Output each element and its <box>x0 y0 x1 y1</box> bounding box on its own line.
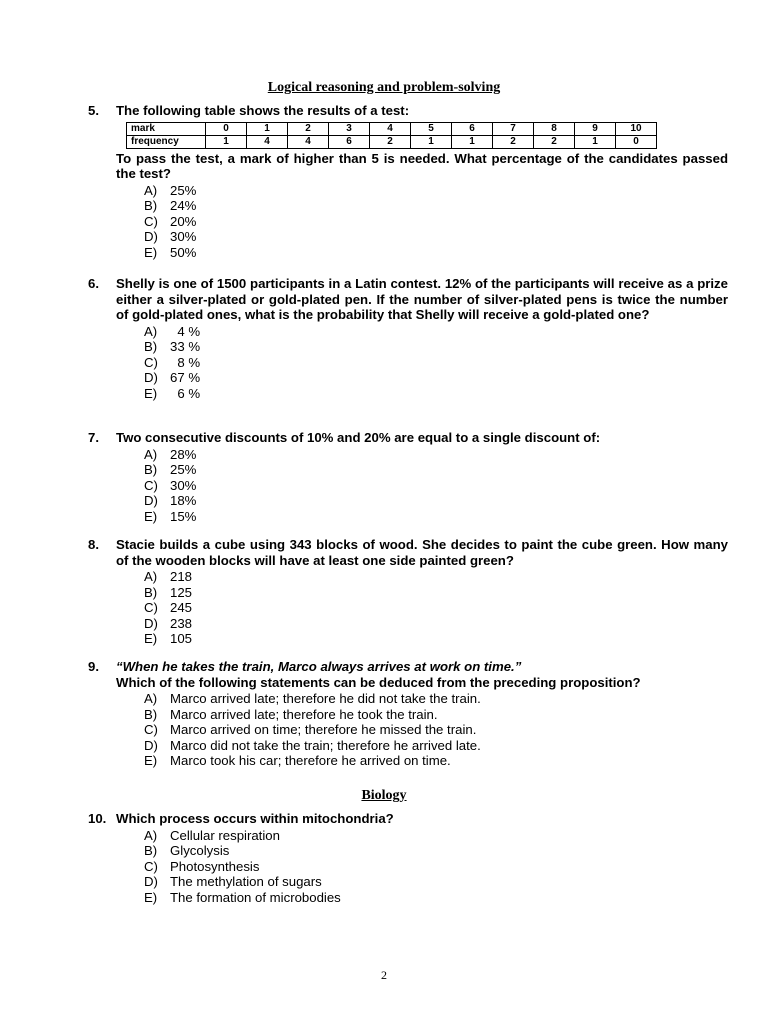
option-letter: E) <box>144 244 158 260</box>
option-letter: D) <box>144 737 158 753</box>
answer-options <box>144 183 728 261</box>
table-row-mark <box>127 122 657 135</box>
option <box>144 462 728 478</box>
option <box>144 738 728 754</box>
option-text: 4 % <box>170 323 201 339</box>
option-text: 25% <box>170 462 197 478</box>
option-text: 50% <box>170 244 197 260</box>
table-row-label: frequency <box>127 135 206 148</box>
option-text: 30% <box>170 229 197 245</box>
table-cell: 7 <box>493 122 534 135</box>
option <box>144 198 728 214</box>
option <box>144 753 728 769</box>
table-cell: 6 <box>452 122 493 135</box>
option <box>144 214 728 230</box>
question-text: Which of the following statements can be deduced from the preceding proposition? <box>116 674 641 690</box>
option-text: 238 <box>170 615 193 631</box>
option-text: The formation of microbodies <box>170 889 341 905</box>
option-text: 28% <box>170 446 197 462</box>
option <box>144 386 728 402</box>
section-title-biology: Biology <box>361 788 407 803</box>
option-text: 6 % <box>170 385 201 401</box>
option <box>144 890 728 906</box>
option <box>144 509 728 525</box>
answer-options <box>144 324 728 402</box>
option <box>144 707 728 723</box>
option-text: 24% <box>170 198 197 214</box>
option <box>144 339 728 355</box>
option <box>144 245 728 261</box>
answer-options <box>144 447 728 525</box>
option-text: 125 <box>170 584 193 600</box>
question-number: 7. <box>88 430 99 445</box>
table-cell: 2 <box>493 135 534 148</box>
question-9 <box>88 659 728 769</box>
table-cell: 9 <box>575 122 616 135</box>
section-title-logical-reasoning: Logical reasoning and problem-solving <box>267 80 501 95</box>
option <box>144 600 728 616</box>
question-number: 6. <box>88 276 99 291</box>
question-10 <box>88 811 728 905</box>
option-text: Cellular respiration <box>170 827 280 843</box>
option-letter: C) <box>144 858 158 874</box>
table-cell: 8 <box>534 122 575 135</box>
table-cell: 1 <box>206 135 247 148</box>
option-text: Marco arrived on time; therefore he missed the train. <box>170 722 477 738</box>
option <box>144 616 728 632</box>
option <box>144 828 728 844</box>
option <box>144 447 728 463</box>
table-cell: 4 <box>288 135 329 148</box>
option <box>144 691 728 707</box>
table-cell: 10 <box>616 122 657 135</box>
option-letter: A) <box>144 182 158 198</box>
option-text: Photosynthesis <box>170 858 260 874</box>
option-letter: A) <box>144 569 158 585</box>
option-letter: E) <box>144 631 158 647</box>
option-text: Marco arrived late; therefore he took the train. <box>170 706 438 722</box>
option <box>144 478 728 494</box>
option-letter: A) <box>144 827 158 843</box>
question-text: The following table shows the results of a test: <box>116 103 410 118</box>
option-text: 15% <box>170 508 197 524</box>
option-text: The methylation of sugars <box>170 874 322 890</box>
option-letter: E) <box>144 889 158 905</box>
option-text: 25% <box>170 182 197 198</box>
option <box>144 229 728 245</box>
question-text: Which process occurs within mitochondria? <box>116 811 394 826</box>
table-cell: 2 <box>288 122 329 135</box>
table-cell: 3 <box>329 122 370 135</box>
question-followup: To pass the test, a mark of higher than 5 is needed. What percentage of the candidates passed the test? <box>116 150 728 182</box>
option <box>144 493 728 509</box>
option <box>144 631 728 647</box>
option-text: 105 <box>170 631 193 647</box>
option-text: Marco arrived late; therefore he did not take the train. <box>170 691 481 707</box>
option-text: Marco took his car; therefore he arrived on time. <box>170 753 451 769</box>
table-cell: 1 <box>411 135 452 148</box>
question-5 <box>88 103 728 260</box>
table-cell: 2 <box>534 135 575 148</box>
option-text: 33 % <box>170 339 201 355</box>
option <box>144 324 728 340</box>
question-8 <box>88 537 728 647</box>
option <box>144 722 728 738</box>
option-letter: C) <box>144 722 158 738</box>
answer-options <box>144 691 728 769</box>
option-letter: C) <box>144 354 158 370</box>
table-row-frequency <box>127 135 657 148</box>
option-letter: E) <box>144 508 158 524</box>
option-text: 67 % <box>170 370 201 386</box>
option <box>144 370 728 386</box>
results-table <box>126 122 657 149</box>
table-cell: 4 <box>247 135 288 148</box>
option-text: 18% <box>170 493 197 509</box>
option-text: Glycolysis <box>170 843 230 859</box>
table-cell: 2 <box>370 135 411 148</box>
question-7 <box>88 430 728 524</box>
option-letter: B) <box>144 462 158 478</box>
option-text: 8 % <box>170 354 201 370</box>
table-cell: 4 <box>370 122 411 135</box>
table-row-label: mark <box>127 122 206 135</box>
option-letter: B) <box>144 843 158 859</box>
question-number: 5. <box>88 103 99 118</box>
option-text: 20% <box>170 213 197 229</box>
table-cell: 6 <box>329 135 370 148</box>
option-letter: D) <box>144 370 158 386</box>
page-number: 2 <box>381 968 387 982</box>
question-number: 10. <box>88 811 107 826</box>
option <box>144 183 728 199</box>
option-letter: B) <box>144 584 158 600</box>
option-letter: A) <box>144 446 158 462</box>
option-letter: D) <box>144 229 158 245</box>
question-text: Stacie builds a cube using 343 blocks of wood. She decides to paint the cube green. How many of the wooden blocks will have at least one side painted green? <box>116 537 728 568</box>
table-cell: 1 <box>575 135 616 148</box>
option-text: 30% <box>170 477 197 493</box>
option-letter: D) <box>144 615 158 631</box>
option <box>144 859 728 875</box>
answer-options <box>144 828 728 906</box>
option-letter: E) <box>144 385 158 401</box>
table-cell: 1 <box>247 122 288 135</box>
option-letter: B) <box>144 339 158 355</box>
answer-options <box>144 569 728 647</box>
question-number: 8. <box>88 537 99 552</box>
option-letter: B) <box>144 706 158 722</box>
option-letter: E) <box>144 753 158 769</box>
option-text: Marco did not take the train; therefore he arrived late. <box>170 737 481 753</box>
option-letter: A) <box>144 323 158 339</box>
option-letter: D) <box>144 493 158 509</box>
option-letter: C) <box>144 477 158 493</box>
option <box>144 585 728 601</box>
option <box>144 843 728 859</box>
question-text: Two consecutive discounts of 10% and 20% are equal to a single discount of: <box>116 430 601 445</box>
question-text: Shelly is one of 1500 participants in a Latin contest. 12% of the participants will receive as a prize either a silver-plated or gold-plated pen. If the number of silver-plated pens is twice the number of gold-plated ones, what is the probability that Shelly will receive a gold-plated one? <box>116 276 728 323</box>
question-quote: “When he takes the train, Marco always arrives at work on time.” <box>116 659 522 674</box>
table-cell: 0 <box>206 122 247 135</box>
option-letter: D) <box>144 874 158 890</box>
option-text: 245 <box>170 600 193 616</box>
option-letter: B) <box>144 198 158 214</box>
option-letter: C) <box>144 213 158 229</box>
option <box>144 569 728 585</box>
option-text: 218 <box>170 569 193 585</box>
option-letter: A) <box>144 691 158 707</box>
table-cell: 5 <box>411 122 452 135</box>
question-number: 9. <box>88 659 99 674</box>
question-6 <box>88 276 728 401</box>
table-cell: 1 <box>452 135 493 148</box>
option <box>144 874 728 890</box>
option <box>144 355 728 371</box>
table-cell: 0 <box>616 135 657 148</box>
option-letter: C) <box>144 600 158 616</box>
